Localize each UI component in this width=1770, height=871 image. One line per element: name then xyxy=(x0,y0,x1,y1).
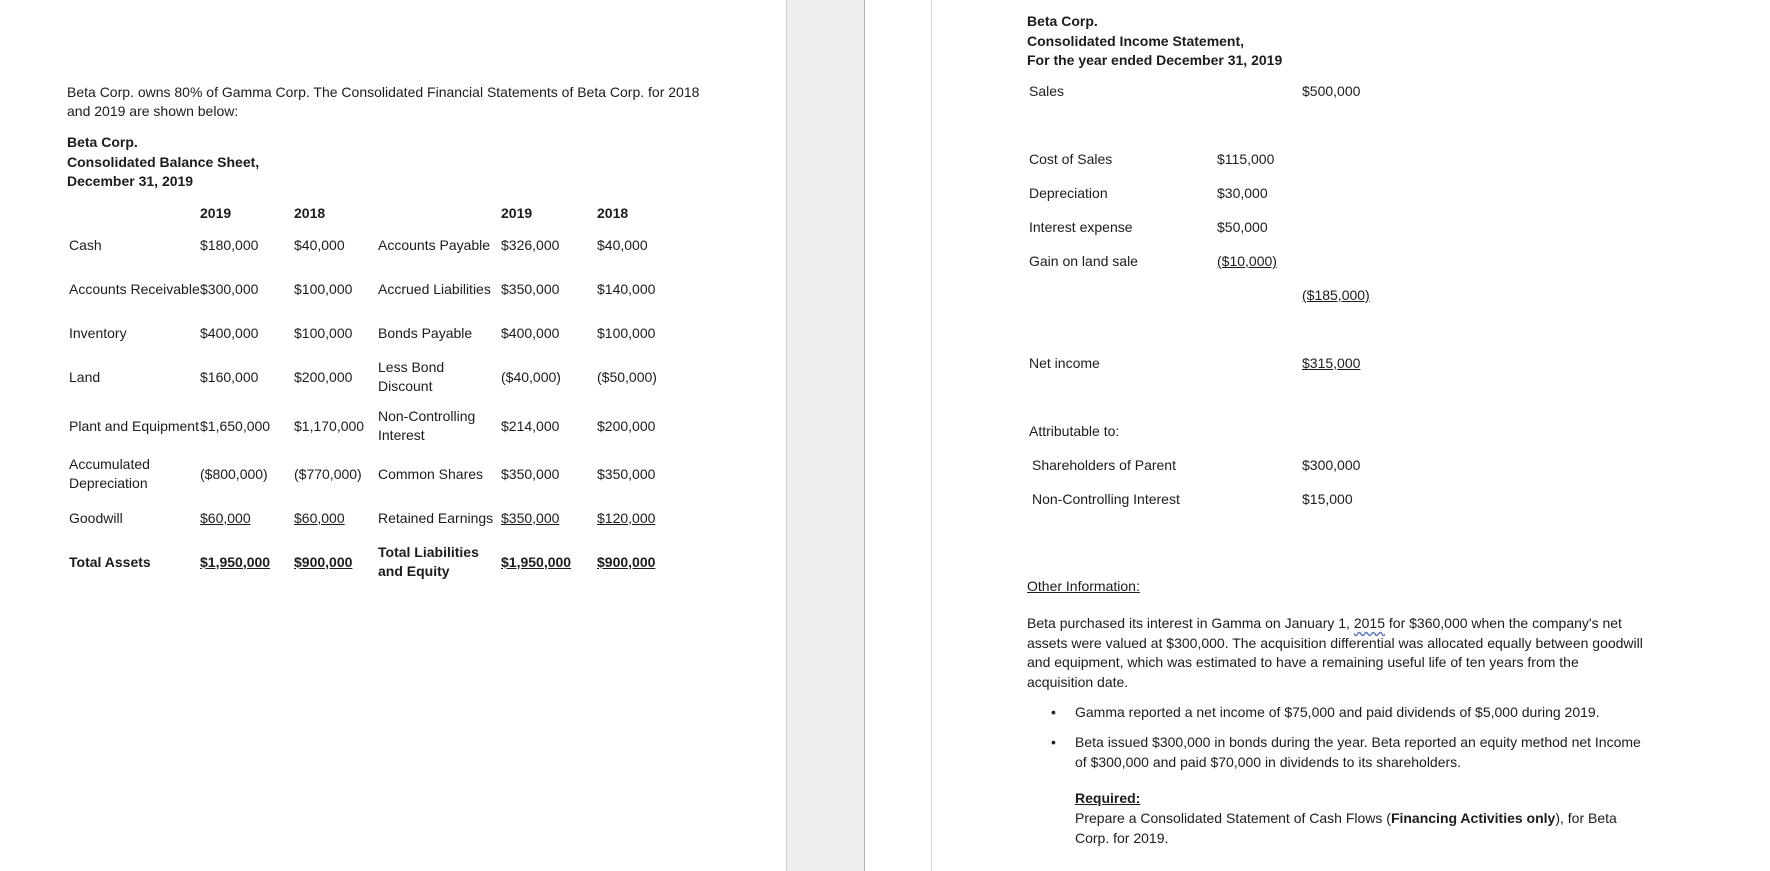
table-row xyxy=(67,400,667,452)
required-heading: Required: xyxy=(1075,790,1141,806)
attributable-label: Attributable to: xyxy=(1029,423,1120,439)
other-information-heading: Other Information: xyxy=(1027,578,1140,594)
asset-2019: $400,000 xyxy=(200,324,259,341)
liability-label: Less Bond Discount xyxy=(378,359,445,394)
bullet-text: Gamma reported a net income of $75,000 and paid dividends of $5,000 during 2019. xyxy=(1075,704,1600,720)
asset-2018: $1,170,000 xyxy=(294,417,365,434)
expense-label: Cost of Sales xyxy=(1029,151,1113,167)
attributable-parent-value: $300,000 xyxy=(1302,457,1361,473)
expense-value: $30,000 xyxy=(1217,185,1268,201)
header-asset-2019: 2019 xyxy=(200,204,232,221)
asset-2019: $300,000 xyxy=(200,280,259,297)
list-item xyxy=(1051,733,1655,772)
header-liability xyxy=(378,202,501,224)
required-text-start: Prepare a Consolidated Statement of Cash Flows ( xyxy=(1075,810,1391,826)
asset-label: Cash xyxy=(69,236,102,253)
balance-sheet-date: December 31, 2019 xyxy=(67,173,194,189)
asset-2018: $100,000 xyxy=(294,280,353,297)
paragraph-text-end: for $360,000 when the company's net assets were valued at $300,000. The acquisition differential was allocated equally between goodwill and equipment, which was estimated to have a remaining useful life of ten years from the acquisition date. xyxy=(1027,615,1643,690)
asset-label: Plant and Equipment xyxy=(69,417,199,434)
liability-label: Retained Earnings xyxy=(378,509,494,526)
net-income-value: $315,000 xyxy=(1302,355,1361,371)
liability-2018: $120,000 xyxy=(597,509,656,526)
expense-label: Gain on land sale xyxy=(1029,253,1138,269)
liability-2019: $214,000 xyxy=(501,417,560,434)
balance-sheet-company: Beta Corp. xyxy=(67,134,138,150)
liability-2019: ($40,000) xyxy=(501,368,561,385)
sales-label: Sales xyxy=(1029,83,1065,99)
balance-sheet-table xyxy=(67,202,667,584)
balance-sheet-title xyxy=(67,133,467,192)
expense-label: Interest expense xyxy=(1029,219,1133,235)
table-row xyxy=(67,266,667,312)
total-assets-label: Total Assets xyxy=(69,553,151,570)
left-document-page xyxy=(0,0,786,871)
spellcheck-word[interactable]: 2015 xyxy=(1353,615,1385,631)
header-liability-2018: 2018 xyxy=(597,204,629,221)
attributable-parent-label: Shareholders of Parent xyxy=(1032,457,1176,473)
liability-2018: ($50,000) xyxy=(597,368,657,385)
intro-paragraph: Beta Corp. owns 80% of Gamma Corp. The Consolidated Financial Statements of Beta Corp. for 2018 and 2019 are shown below: xyxy=(67,84,700,119)
header-asset xyxy=(67,202,200,224)
asset-label: Accounts Receivable xyxy=(69,280,200,297)
asset-2018: ($770,000) xyxy=(294,465,362,482)
liability-2018: $200,000 xyxy=(597,417,656,434)
liability-2018: $100,000 xyxy=(597,324,656,341)
asset-2018: $100,000 xyxy=(294,324,353,341)
attributable-nci-label: Non-Controlling Interest xyxy=(1032,491,1180,507)
liability-label: Accounts Payable xyxy=(378,236,491,253)
liability-2019: $350,000 xyxy=(501,465,560,482)
expense-value: ($10,000) xyxy=(1217,253,1277,269)
asset-2019: $60,000 xyxy=(200,509,251,526)
income-statement-period: For the year ended December 31, 2019 xyxy=(1027,52,1283,68)
expense-label: Depreciation xyxy=(1029,185,1108,201)
asset-2018: $200,000 xyxy=(294,368,353,385)
expense-value: $50,000 xyxy=(1217,219,1268,235)
liability-2018: $40,000 xyxy=(597,236,648,253)
table-row xyxy=(67,496,667,540)
total-liabilities-label: Total Liabilities and Equity xyxy=(378,544,479,579)
required-text-end: ), for Beta Corp. for 2019. xyxy=(1075,810,1617,846)
acquisition-paragraph xyxy=(1027,614,1647,692)
net-income-label: Net income xyxy=(1029,355,1100,371)
attributable-nci-value: $15,000 xyxy=(1302,491,1353,507)
table-row xyxy=(67,312,667,354)
page-gutter xyxy=(786,0,865,871)
paragraph-text-start: Beta purchased its interest in Gamma on January 1, xyxy=(1027,615,1350,631)
total-liabilities-2018: $900,000 xyxy=(597,553,656,570)
asset-2019: $1,650,000 xyxy=(200,417,271,434)
balance-sheet-name: Consolidated Balance Sheet, xyxy=(67,153,260,170)
header-asset-2018: 2018 xyxy=(294,204,326,221)
total-assets-2019: $1,950,000 xyxy=(200,553,271,570)
required-text-bold: Financing Activities only xyxy=(1390,810,1556,826)
income-statement-title xyxy=(1027,12,1427,71)
bullet-text: Beta issued $300,000 in bonds during the year. Beta reported an equity method net Income of $300,000 and paid $70,000 in dividends to its shareholders. xyxy=(1075,734,1641,770)
list-item xyxy=(1051,703,1655,723)
table-row xyxy=(67,354,667,400)
asset-label: Accumulated Depreciation xyxy=(69,456,150,491)
header-liability-2019: 2019 xyxy=(501,204,533,221)
sales-value: $500,000 xyxy=(1302,83,1361,99)
expense-total: ($185,000) xyxy=(1302,287,1370,303)
table-row xyxy=(67,224,667,266)
asset-label: Land xyxy=(69,368,101,385)
liability-2019: $326,000 xyxy=(501,236,560,253)
income-statement-name: Consolidated Income Statement, xyxy=(1027,32,1245,49)
bullet-icon: • xyxy=(1051,734,1056,750)
total-liabilities-2019: $1,950,000 xyxy=(501,553,572,570)
liability-2019: $350,000 xyxy=(501,509,560,526)
asset-label: Goodwill xyxy=(69,509,123,526)
asset-2019: $180,000 xyxy=(200,236,259,253)
asset-2019: ($800,000) xyxy=(200,465,268,482)
liability-label: Accrued Liabilities xyxy=(378,280,491,297)
bullet-icon: • xyxy=(1051,704,1056,720)
liability-2018: $350,000 xyxy=(597,465,656,482)
asset-2018: $60,000 xyxy=(294,509,345,526)
required-instruction xyxy=(1075,809,1635,848)
income-statement-company: Beta Corp. xyxy=(1027,13,1098,29)
expense-value: $115,000 xyxy=(1217,151,1275,167)
total-assets-2018: $900,000 xyxy=(294,553,353,570)
liability-label: Common Shares xyxy=(378,465,484,482)
liability-label: Non-Controlling Interest xyxy=(378,408,476,443)
asset-2018: $40,000 xyxy=(294,236,345,253)
right-document-page xyxy=(865,0,1770,871)
asset-2019: $160,000 xyxy=(200,368,259,385)
liability-2019: $350,000 xyxy=(501,280,560,297)
asset-label: Inventory xyxy=(69,324,127,341)
liability-label: Bonds Payable xyxy=(378,324,473,341)
liability-2018: $140,000 xyxy=(597,280,656,297)
table-header-row xyxy=(67,202,667,224)
table-row xyxy=(67,452,667,496)
liability-2019: $400,000 xyxy=(501,324,560,341)
table-row xyxy=(67,540,667,584)
